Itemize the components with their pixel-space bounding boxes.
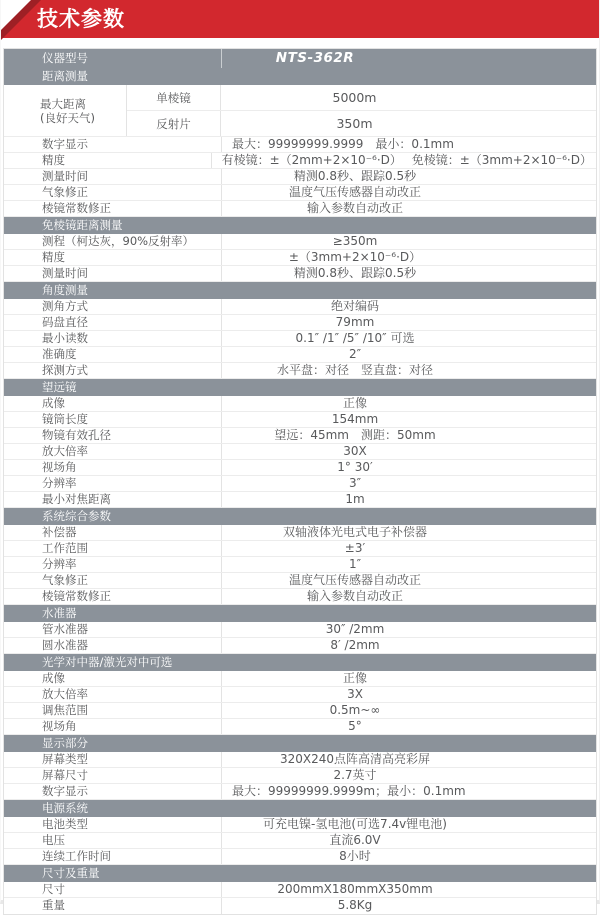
spec-value: 154mm: [331, 412, 379, 426]
spec-value: 有棱镜：±（2mm+2×10⁻⁶·D） 免棱镜：±（3mm+2×10⁻⁶·D）: [221, 153, 592, 167]
spec-label: 气象修正: [4, 573, 222, 588]
spec-value: 2″: [348, 347, 362, 361]
spec-row: [4, 234, 596, 250]
section-header: 角度测量: [4, 282, 596, 299]
spec-value: 最大：99999999.9999m；最小：0.1mm: [232, 784, 466, 798]
spec-row: [4, 687, 596, 703]
spec-row: [4, 250, 596, 266]
spec-row: [4, 185, 596, 201]
spec-subrow: [127, 111, 596, 136]
spec-label: 物镜有效孔径: [4, 428, 222, 443]
spec-row: [4, 137, 596, 153]
max-distance-label-line1: 最大距离: [40, 96, 86, 111]
spec-value: 200mmX180mmX350mm: [277, 882, 433, 896]
max-distance-label: [4, 85, 127, 136]
spec-sublabel: 反射片: [127, 111, 221, 136]
section-header: 尺寸及重量: [4, 865, 596, 882]
spec-value: 双轴液体光电式电子补偿器: [282, 525, 427, 539]
spec-row: [4, 784, 596, 800]
spec-subrow: [127, 85, 596, 111]
spec-value: 直流6.0V: [329, 833, 381, 847]
spec-label: 气象修正: [4, 185, 222, 200]
spec-label: 镜筒长度: [4, 412, 222, 427]
spec-value: 30X: [343, 444, 367, 458]
spec-label: 尺寸: [4, 882, 222, 897]
model-row: [4, 49, 596, 68]
spec-label: 码盘直径: [4, 315, 222, 330]
spec-row: [4, 703, 596, 719]
spec-value: 1″: [348, 557, 362, 571]
spec-row: [4, 169, 596, 185]
spec-value: ±3′: [344, 541, 366, 555]
spec-row: [4, 833, 596, 849]
spec-label: 最小对焦距离: [4, 492, 222, 507]
spec-label: 精度: [4, 250, 222, 265]
spec-row: [4, 153, 596, 169]
spec-value: 水平盘：对径 竖直盘：对径: [276, 363, 433, 377]
spec-label: 视场角: [4, 460, 222, 475]
spec-row: [4, 719, 596, 735]
section-header: 显示部分: [4, 735, 596, 752]
section-header: 望远镜: [4, 379, 596, 396]
spec-label: 成像: [4, 671, 222, 686]
spec-label: 电池类型: [4, 817, 222, 832]
spec-value: 0.5m~∞: [329, 703, 381, 717]
spec-value: ±（3mm+2×10⁻⁶·D）: [288, 250, 422, 264]
spec-value: 2.7英寸: [333, 768, 377, 782]
spec-row: [4, 299, 596, 315]
spec-label: 管水准器: [4, 622, 222, 637]
spec-row: [4, 638, 596, 654]
model-row-value: NTS-362R: [275, 50, 355, 66]
spec-row: [4, 541, 596, 557]
spec-label: 棱镜常数修正: [4, 589, 222, 604]
spec-value: 1° 30′: [337, 460, 373, 474]
spec-row: [4, 752, 596, 768]
spec-row: [4, 331, 596, 347]
page-header-banner: [1, 0, 599, 38]
spec-value: 8小时: [339, 849, 371, 863]
model-row-label: 仪器型号: [4, 49, 222, 68]
spec-value: 正像: [342, 671, 367, 685]
spec-value: 79mm: [335, 315, 375, 329]
spec-label: 放大倍率: [4, 687, 222, 702]
spec-row: [4, 201, 596, 217]
spec-value: 5°: [348, 719, 362, 733]
spec-row: [4, 849, 596, 865]
spec-value: 350m: [336, 116, 373, 131]
spec-label: 成像: [4, 396, 222, 411]
spec-row: [4, 525, 596, 541]
section-header: 水准器: [4, 605, 596, 622]
spec-row: [4, 817, 596, 833]
spec-value: 绝对编码: [330, 299, 379, 313]
spec-label: 数字显示: [4, 784, 222, 799]
spec-value: 8′ /2mm: [330, 638, 380, 652]
spec-row: [4, 266, 596, 282]
spec-row: [4, 898, 596, 914]
section-header: 光学对中器/激光对中可选: [4, 654, 596, 671]
section-header: 电源系统: [4, 800, 596, 817]
spec-label: 分辨率: [4, 557, 222, 572]
spec-label: 工作范围: [4, 541, 222, 556]
spec-value: 0.1″ /1″ /5″ /10″ 可选: [295, 331, 415, 345]
spec-row: [4, 315, 596, 331]
spec-value: 温度气压传感器自动改正: [288, 573, 421, 587]
spec-value: 输入参数自动改正: [306, 589, 403, 603]
spec-row: [4, 460, 596, 476]
spec-row: [4, 589, 596, 605]
spec-label: 棱镜常数修正: [4, 201, 222, 216]
spec-label: 重量: [4, 898, 222, 914]
spec-label: 调焦范围: [4, 703, 222, 718]
spec-label: 探测方式: [4, 363, 222, 378]
max-distance-label-line2: (良好天气): [40, 110, 95, 125]
spec-label: 屏幕尺寸: [4, 768, 222, 783]
section-header: 距离测量: [4, 68, 596, 85]
spec-label: 视场角: [4, 719, 222, 734]
spec-value: 温度气压传感器自动改正: [288, 185, 421, 199]
spec-value: 输入参数自动改正: [306, 201, 403, 215]
spec-value: 5000m: [332, 90, 377, 105]
spec-label: 测量时间: [4, 266, 222, 281]
spec-label: 电压: [4, 833, 222, 848]
spec-row: [4, 396, 596, 412]
spec-value: 可充电镍-氢电池(可选7.4v锂电池): [263, 817, 447, 831]
spec-row: [4, 557, 596, 573]
max-distance-group: [4, 85, 596, 137]
spec-label: 连续工作时间: [4, 849, 222, 864]
spec-value: 30″ /2mm: [325, 622, 385, 636]
spec-table: [3, 48, 597, 915]
spec-row: [4, 363, 596, 379]
spec-row: [4, 671, 596, 687]
spec-value: 3X: [347, 687, 363, 701]
spec-row: [4, 347, 596, 363]
spec-row: [4, 573, 596, 589]
spec-row: [4, 476, 596, 492]
spec-row: [4, 428, 596, 444]
spec-value: 望远：45mm 测距：50mm: [274, 428, 436, 442]
spec-label: 精度: [4, 153, 212, 168]
spec-label: 测程（柯达灰，90%反射率）: [4, 234, 222, 249]
spec-value: 精测0.8秒、跟踪0.5秒: [293, 169, 417, 183]
spec-row: [4, 768, 596, 784]
spec-label: 补偿器: [4, 525, 222, 540]
spec-label: 最小读数: [4, 331, 222, 346]
spec-value: 3″: [348, 476, 362, 490]
spec-row: [4, 882, 596, 898]
spec-row: [4, 412, 596, 428]
spec-label: 分辨率: [4, 476, 222, 491]
spec-row: [4, 444, 596, 460]
spec-label: 数字显示: [4, 137, 222, 152]
page-title: 技术参数: [37, 7, 125, 31]
spec-value: 5.8Kg: [337, 898, 373, 912]
spec-value: ≥350m: [332, 234, 378, 248]
section-header: 免棱镜距离测量: [4, 217, 596, 234]
spec-label: 准确度: [4, 347, 222, 362]
section-header: 系统综合参数: [4, 508, 596, 525]
spec-value: 正像: [342, 396, 367, 410]
spec-row: [4, 622, 596, 638]
spec-value: 最大：99999999.9999 最小：0.1mm: [232, 137, 454, 151]
spec-label: 屏幕类型: [4, 752, 222, 767]
spec-row: [4, 492, 596, 508]
spec-value: 精测0.8秒、跟踪0.5秒: [293, 266, 417, 280]
spec-value: 320X240点阵高清高亮彩屏: [279, 752, 431, 766]
spec-label: 放大倍率: [4, 444, 222, 459]
max-distance-subrows: [127, 85, 596, 136]
spec-sublabel: 单棱镜: [127, 85, 221, 110]
spec-label: 测量时间: [4, 169, 222, 184]
spec-label: 圆水准器: [4, 638, 222, 653]
spec-value: 1m: [345, 492, 365, 506]
spec-label: 测角方式: [4, 299, 222, 314]
